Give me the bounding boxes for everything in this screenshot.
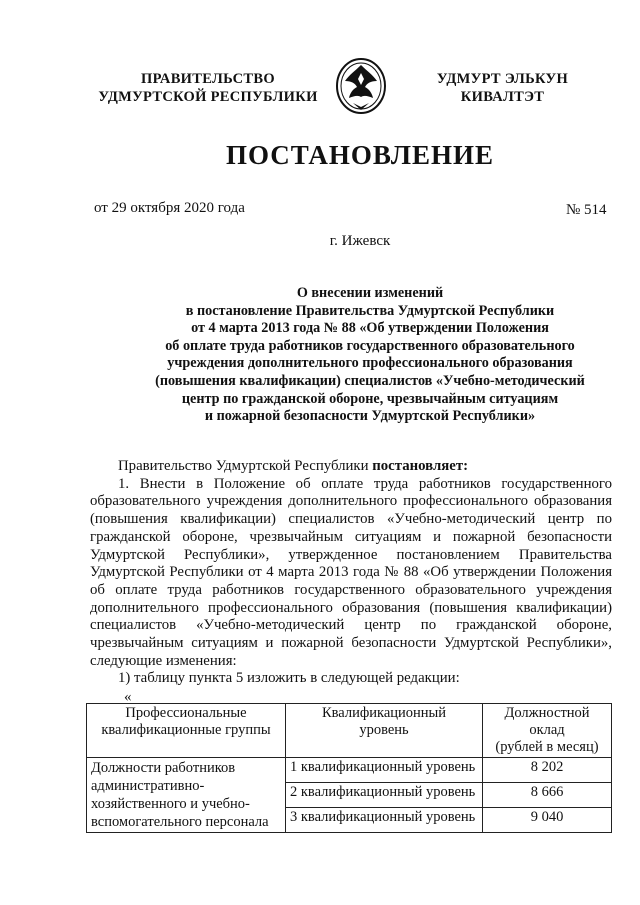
level-cell: 3 квалификационный уровень xyxy=(286,808,483,833)
level-cell: 2 квалификационный уровень xyxy=(286,783,483,808)
item-1-paragraph: 1. Внести в Положение об оплате труда работников государственного образовательного учреждения дополнительного профессионального образования (повышения квалификации) специалистов «Учебно-методический центр по гражданской обороне, чрезвычайным ситуациям и пожарной безопасности Удмуртской Республики», утвержденное постановлением Правительства Удмуртской Республики от 4 марта 2013 года № 88 «Об утверждении Положения об оплате труда работников государственного образовательного учреждения дополнительного профессионального образования (повышения квалификации) специалистов «Учебно-методический центр по гражданской обороне, чрезвычайным ситуациям и пожарной безопасности Удмуртской Республики», следующие изменения: xyxy=(90,475,612,669)
subject-line: в постановление Правительства Удмуртской Республики xyxy=(185,302,555,319)
level-cell: 1 квалификационный уровень xyxy=(286,758,483,783)
document-city: г. Ижевск xyxy=(329,233,391,249)
document-title: ПОСТАНОВЛЕНИЕ xyxy=(225,140,495,170)
subject-line: (повышения квалификации) специалистов «Учебно-методический xyxy=(155,372,585,389)
subject-line: центр по гражданской обороне, чрезвычайным ситуациям xyxy=(181,390,559,407)
quote-open: « xyxy=(124,689,132,705)
salary-cell: 8 666 xyxy=(483,783,612,808)
preamble-bold: постановляет: xyxy=(372,458,469,474)
udmurt-coat-of-arms-icon xyxy=(333,57,389,115)
header-cell-groups: Профессиональные квалификационные группы xyxy=(87,704,286,758)
header-cell-level: Квалификационный уровень xyxy=(286,704,483,758)
header-right-line1: УДМУРТ ЭЛЬКУН xyxy=(436,71,569,87)
subject-line: и пожарной безопасности Удмуртской Республики» xyxy=(204,408,536,425)
item-1-1-paragraph: 1) таблицу пункта 5 изложить в следующей редакции: xyxy=(118,670,460,687)
document-number: № 514 xyxy=(566,202,607,218)
salary-cell: 8 202 xyxy=(483,758,612,783)
header-right-line2: КИВАЛТЭТ xyxy=(460,89,545,105)
header-right xyxy=(420,70,585,106)
subject-line: об оплате труда работников государственного образовательного xyxy=(165,337,575,354)
subject-line: О внесении изменений xyxy=(296,285,444,301)
salary-table xyxy=(86,703,612,833)
document-subject xyxy=(100,285,640,426)
header-left xyxy=(88,70,328,106)
document-body xyxy=(90,458,612,688)
header-left-line2: УДМУРТСКОЙ РЕСПУБЛИКИ xyxy=(98,89,318,105)
table-row xyxy=(87,758,612,783)
preamble-paragraph xyxy=(90,458,612,476)
table-header-row xyxy=(87,704,612,758)
header-cell-salary: Должностной оклад (рублей в месяц) xyxy=(483,704,612,758)
header-left-line1: ПРАВИТЕЛЬСТВО xyxy=(141,71,275,87)
preamble-text: Правительство Удмуртской Республики xyxy=(118,458,369,474)
subject-line: от 4 марта 2013 года № 88 «Об утверждении Положения xyxy=(191,320,549,337)
salary-cell: 9 040 xyxy=(483,808,612,833)
group-cell: Должности работников административно- хозяйственного и учебно- вспомогательного персонала xyxy=(87,758,286,833)
document-date: от 29 октября 2020 года xyxy=(94,200,245,216)
subject-line: учреждения дополнительного профессионального образования xyxy=(167,355,573,372)
